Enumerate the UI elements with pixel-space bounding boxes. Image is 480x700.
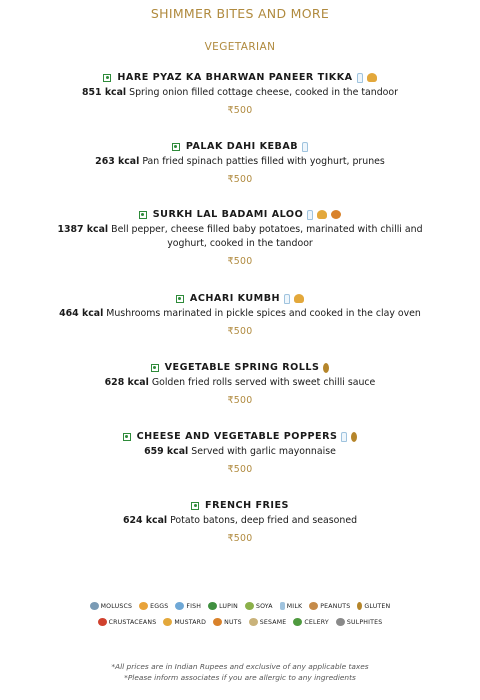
legend-item: SESAME [249, 618, 287, 626]
item-description: Bell pepper, cheese filled baby potatoes, marinated with chilli and [111, 224, 423, 235]
item-kcal: 659 kcal [144, 446, 189, 457]
crustaceans-icon [98, 618, 107, 626]
menu-item [20, 499, 460, 544]
mustard-icon [367, 73, 377, 82]
item-price: ₹500 [227, 533, 253, 544]
legend-item: PEANUTS [309, 602, 350, 610]
item-description: Mushrooms marinated in pickle spices and cooked in the clay oven [106, 308, 421, 319]
nuts-icon [213, 618, 222, 626]
item-price: ₹500 [227, 256, 253, 267]
mustard-icon [163, 618, 172, 626]
footer-note-allergies: *Please inform associates if you are allergic to any ingredients [124, 673, 356, 682]
veg-mark-icon [103, 74, 111, 82]
legend-item: MUSTARD [163, 618, 206, 626]
item-price: ₹500 [227, 174, 253, 185]
item-description: Spring onion filled cottage cheese, cooked in the tandoor [129, 87, 399, 98]
item-price: ₹500 [227, 395, 253, 406]
legend-item: SOYA [245, 602, 273, 610]
veg-mark-icon [123, 433, 131, 441]
menu-item [20, 361, 460, 406]
item-name: FRENCH FRIES [205, 500, 289, 511]
legend-item: MILK [280, 602, 302, 610]
item-kcal: 1387 kcal [57, 224, 109, 235]
gluten-icon [357, 602, 362, 610]
milk-icon [280, 602, 285, 610]
eggs-icon [139, 602, 148, 610]
item-price: ₹500 [227, 105, 253, 116]
sulphites-icon [336, 618, 345, 626]
milk-icon [307, 210, 313, 220]
item-name: HARE PYAZ KA BHARWAN PANEER TIKKA [117, 72, 353, 83]
item-kcal: 464 kcal [59, 308, 104, 319]
milk-icon [357, 73, 363, 83]
peanuts-icon [309, 602, 318, 610]
legend-item: FISH [175, 602, 201, 610]
legend-row-1 [60, 602, 420, 610]
milk-icon [341, 432, 347, 442]
mustard-icon [294, 294, 304, 303]
soya-icon [245, 602, 254, 610]
veg-mark-icon [172, 143, 180, 151]
item-kcal: 851 kcal [81, 87, 127, 98]
item-description: Potato batons, deep fried and seasoned [170, 515, 358, 526]
gluten-icon [351, 432, 357, 442]
legend-item: NUTS [213, 618, 242, 626]
item-name: PALAK DAHI KEBAB [185, 141, 299, 152]
gluten-icon [323, 363, 329, 373]
veg-mark-icon [151, 364, 159, 372]
legend-item: CELERY [293, 618, 328, 626]
veg-mark-icon [191, 502, 199, 510]
milk-icon [284, 294, 290, 304]
nuts-icon [331, 210, 341, 219]
item-kcal: 624 kcal [122, 515, 168, 526]
item-kcal: 263 kcal [95, 156, 140, 167]
menu-item [20, 208, 460, 267]
item-description: Served with garlic mayonnaise [191, 446, 336, 457]
fish-icon [175, 602, 184, 610]
item-name: ACHARI KUMBH [189, 293, 281, 304]
legend-row-2 [60, 618, 420, 626]
item-description: Golden fried rolls served with sweet chilli sauce [151, 377, 376, 388]
moluscs-icon [90, 602, 99, 610]
menu-item [20, 430, 460, 475]
footer-notes [0, 661, 480, 683]
section-heading-vegetarian: VEGETARIAN [204, 41, 276, 53]
item-price: ₹500 [227, 326, 253, 337]
menu-item [20, 71, 460, 116]
menu-item [20, 292, 460, 337]
legend-item: CRUSTACEANS [98, 618, 157, 626]
item-description: Pan fried spinach patties filled with yoghurt, prunes [142, 156, 385, 167]
celery-icon [293, 618, 302, 626]
sesame-icon [249, 618, 258, 626]
veg-mark-icon [139, 211, 147, 219]
legend-item: SULPHITES [336, 618, 383, 626]
milk-icon [302, 142, 308, 152]
legend-item: GLUTEN [357, 602, 390, 610]
item-name: CHEESE AND VEGETABLE POPPERS [136, 431, 338, 442]
legend-item: EGGS [139, 602, 168, 610]
legend-item: LUPIN [208, 602, 238, 610]
item-description-continued: yoghurt, cooked in the tandoor [167, 238, 313, 249]
veg-mark-icon [176, 295, 184, 303]
page-title: SHIMMER BITES AND MORE [150, 6, 330, 21]
item-name: VEGETABLE SPRING ROLLS [164, 362, 320, 373]
item-name: SURKH LAL BADAMI ALOO [152, 209, 304, 220]
item-price: ₹500 [227, 464, 253, 475]
mustard-icon [317, 210, 327, 219]
footer-note-prices: *All prices are in Indian Rupees and exclusive of any applicable taxes [111, 662, 369, 671]
lupin-icon [208, 602, 217, 610]
legend-item: MOLUSCS [90, 602, 132, 610]
item-kcal: 628 kcal [104, 377, 149, 388]
menu-item [20, 140, 460, 185]
